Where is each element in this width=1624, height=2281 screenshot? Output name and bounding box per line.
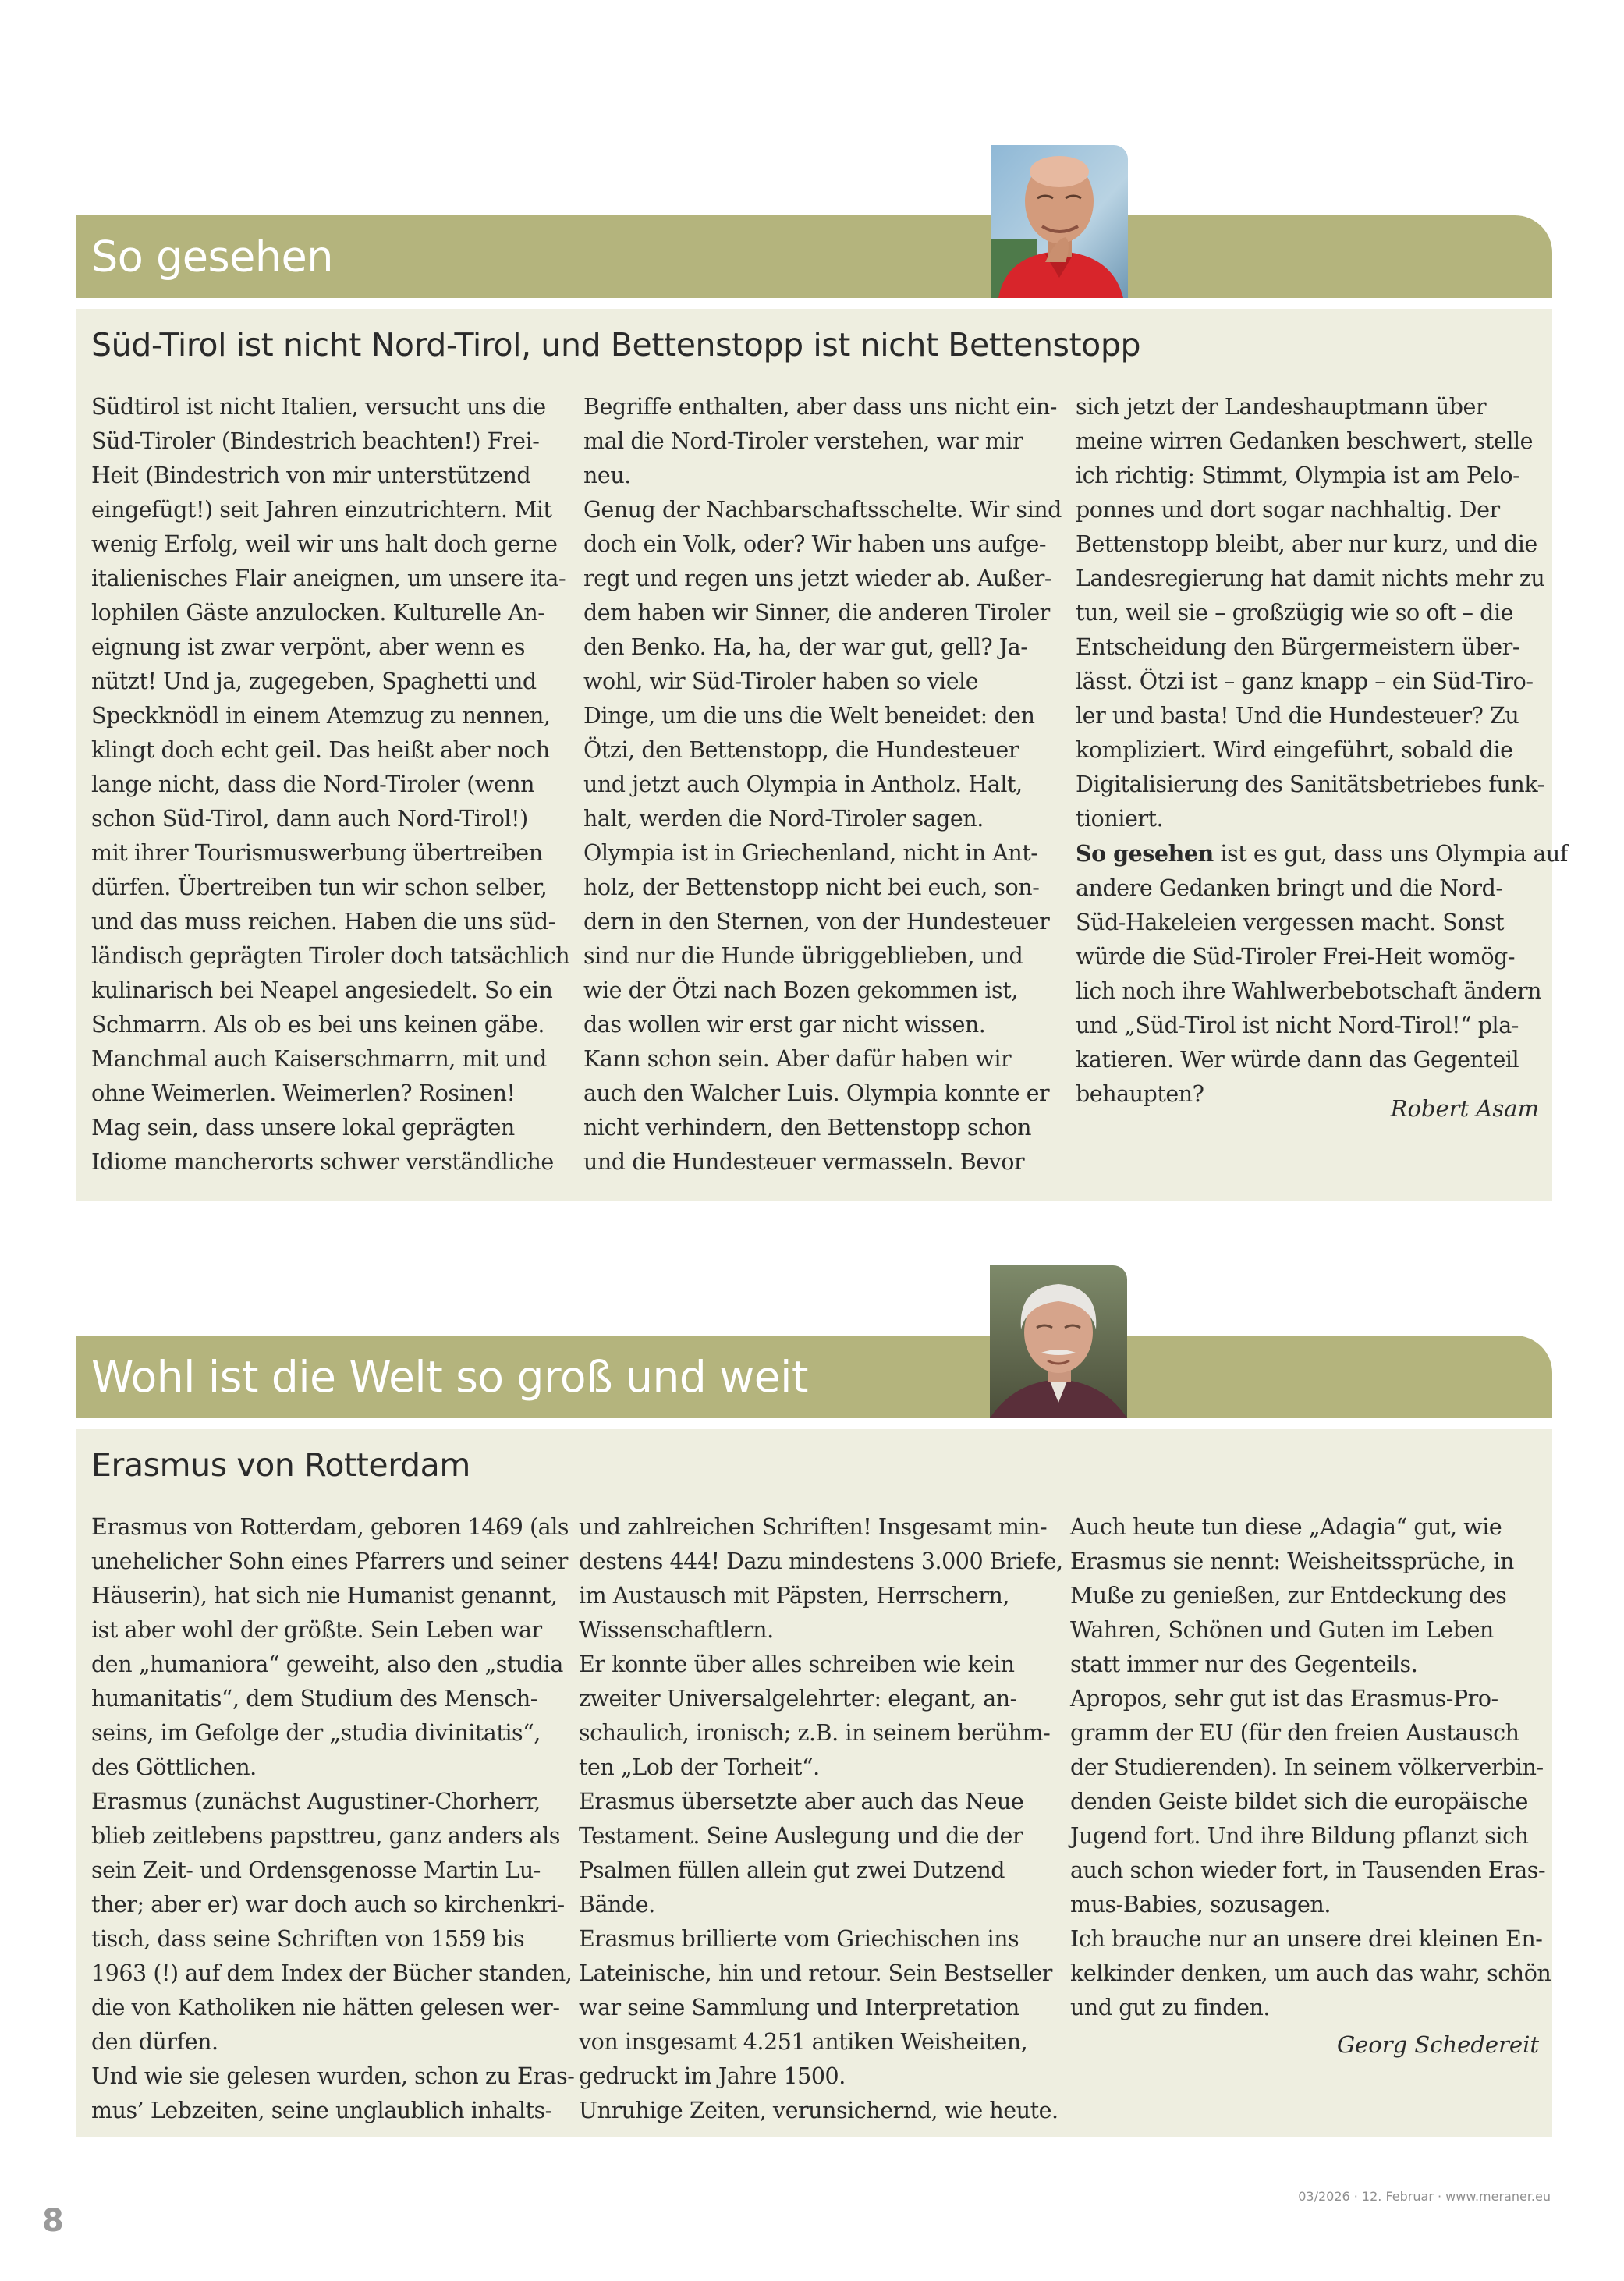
text-line: Testament. Seine Auslegung und die der: [579, 1823, 1023, 1849]
text-line: Erasmus brillierte vom Griechischen ins: [579, 1926, 1019, 1952]
text-line: Häuserin), hat sich nie Humanist genannt,: [91, 1583, 558, 1609]
text-line: auch den Walcher Luis. Olympia konnte er: [583, 1080, 1050, 1106]
author-signature: Georg Schedereit: [1336, 2031, 1539, 2058]
text-line: eingefügt!) seit Jahren einzutrichtern. Mit: [91, 497, 552, 523]
text-line: holz, der Bettenstopp nicht bei euch, son-: [583, 874, 1040, 900]
text-line: Lateinische, hin und retour. Sein Bestseller: [579, 1960, 1052, 1986]
text-line: neu.: [583, 463, 631, 488]
text-line: Südtirol ist nicht Italien, versucht uns die: [91, 394, 546, 420]
text-line: kompliziert. Wird eingeführt, sobald die: [1076, 737, 1513, 763]
text-line: lophilen Gäste anzulocken. Kulturelle An-: [91, 600, 545, 626]
text-line: sein Zeit- und Ordensgenosse Martin Lu-: [91, 1857, 541, 1883]
author-portrait-photo: [990, 1265, 1127, 1418]
text-line: und die Hundesteuer vermasseln. Bevor: [583, 1149, 1025, 1175]
text-line: lange nicht, dass die Nord-Tiroler (wenn: [91, 772, 535, 797]
text-line: Mag sein, dass unsere lokal geprägten: [91, 1115, 515, 1140]
article-headline: Süd-Tirol ist nicht Nord-Tirol, und Bettenstopp ist nicht Bettenstopp: [91, 326, 1141, 364]
text-line: 1963 (!) auf dem Index der Bücher standen,: [91, 1960, 573, 1986]
text-line: humanitatis“, dem Studium des Mensch-: [91, 1686, 537, 1712]
text-line: tisch, dass seine Schriften von 1559 bis: [91, 1926, 525, 1952]
section-banner: [76, 215, 1552, 298]
text-line: Bettenstopp bleibt, aber nur kurz, und die: [1076, 531, 1537, 557]
text-line: statt immer nur des Gegenteils.: [1070, 1651, 1418, 1677]
text-line: sind nur die Hunde übriggeblieben, und: [583, 943, 1023, 969]
text-line: Olympia ist in Griechenland, nicht in Ant-: [583, 840, 1038, 866]
text-line: eignung ist zwar verpönt, aber wenn es: [91, 634, 526, 660]
text-line: dern in den Sternen, von der Hundesteuer: [583, 909, 1050, 935]
text-line: und zahlreichen Schriften! Insgesamt min-: [579, 1514, 1048, 1540]
text-line: von insgesamt 4.251 antiken Weisheiten,: [579, 2029, 1028, 2055]
text-line: lässt. Ötzi ist – ganz knapp – ein Süd-Tiro-: [1076, 669, 1534, 694]
text-line: Psalmen füllen allein gut zwei Dutzend: [579, 1857, 1005, 1883]
text-line: destens 444! Dazu mindestens 3.000 Briefe,: [579, 1548, 1063, 1574]
text-line: katieren. Wer würde dann das Gegenteil: [1076, 1047, 1519, 1073]
text-line: das wollen wir erst gar nicht wissen.: [583, 1012, 986, 1038]
text-line: ler und basta! Und die Hundesteuer? Zu: [1076, 703, 1519, 729]
text-line: lich noch ihre Wahlwerbebotschaft ändern: [1076, 978, 1542, 1004]
author-signature: Robert Asam: [1390, 1095, 1539, 1122]
text-line: nützt! Und ja, zugegeben, Spaghetti und: [91, 669, 537, 694]
text-column-3: [1076, 390, 1568, 1112]
text-line: Idiome mancherorts schwer verständliche: [91, 1149, 554, 1175]
text-line: Unruhige Zeiten, verunsichernd, wie heute.: [579, 2098, 1058, 2123]
text-line: den dürfen.: [91, 2029, 218, 2055]
text-line: behaupten?: [1076, 1081, 1204, 1107]
text-line: ponnes und dort sogar nachhaltig. Der: [1076, 497, 1500, 523]
text-line: Er konnte über alles schreiben wie kein: [579, 1651, 1015, 1677]
author-portrait-photo: [991, 145, 1128, 298]
section-title: So gesehen: [91, 232, 334, 282]
text-line: und das muss reichen. Haben die uns süd-: [91, 909, 555, 935]
text-line: halt, werden die Nord-Tiroler sagen.: [583, 806, 984, 832]
text-line: mus-Babies, sozusagen.: [1070, 1892, 1331, 1917]
text-line: Ich brauche nur an unsere drei kleinen En-: [1070, 1926, 1543, 1952]
text-line: unehelicher Sohn eines Pfarrers und seiner: [91, 1548, 568, 1574]
text-line: Manchmal auch Kaiserschmarrn, mit und: [91, 1046, 547, 1072]
text-line: kulinarisch bei Neapel angesiedelt. So ein: [91, 977, 553, 1003]
text-line: Digitalisierung des Sanitätsbetriebes funk-: [1076, 772, 1544, 797]
text-line: Erasmus übersetzte aber auch das Neue: [579, 1789, 1024, 1815]
section-title: Wohl ist die Welt so groß und weit: [91, 1352, 808, 1402]
text-line: ich richtig: Stimmt, Olympia ist am Pelo-: [1076, 463, 1520, 488]
article-headline: Erasmus von Rotterdam: [91, 1446, 470, 1484]
text-line: ther; aber er) war doch auch so kirchenkri-: [91, 1892, 565, 1917]
text-line: Begriffe enthalten, aber dass uns nicht ein-: [583, 394, 1057, 420]
text-line: Speckknödl in einem Atemzug zu nennen,: [91, 703, 551, 729]
text-line: würde die Süd-Tiroler Frei-Heit womög-: [1076, 944, 1516, 970]
text-column-1: [91, 390, 570, 1180]
text-line: schon Süd-Tirol, dann auch Nord-Tirol!): [91, 806, 528, 832]
text-line: doch ein Volk, oder? Wir haben uns aufge-: [583, 531, 1047, 557]
text-line: die von Katholiken nie hätten gelesen wer-: [91, 1995, 560, 2020]
text-line: Erasmus (zunächst Augustiner-Chorherr,: [91, 1789, 541, 1815]
issue-info: 03/2026 · 12. Februar · www.meraner.eu: [1298, 2189, 1551, 2204]
text-line: zweiter Universalgelehrter: elegant, an-: [579, 1686, 1017, 1712]
text-line: tioniert.: [1076, 806, 1164, 832]
text-line: blieb zeitlebens papsttreu, ganz anders als: [91, 1823, 561, 1849]
text-line: und jetzt auch Olympia in Antholz. Halt,: [583, 772, 1023, 797]
text-line: mit ihrer Tourismuswerbung übertreiben: [91, 840, 543, 866]
text-line: gedruckt im Jahre 1500.: [579, 2063, 846, 2089]
text-column-1: [91, 1510, 575, 2128]
text-line: Jugend fort. Und ihre Bildung pflanzt sich: [1070, 1823, 1529, 1849]
text-line: Dinge, um die uns die Welt beneidet: den: [583, 703, 1035, 729]
text-column-3: [1070, 1510, 1551, 2025]
text-line: ist aber wohl der größte. Sein Leben war: [91, 1617, 542, 1643]
text-line: Landesregierung hat damit nichts mehr zu: [1076, 566, 1545, 591]
text-line: ländisch geprägten Tiroler doch tatsächlich: [91, 943, 570, 969]
text-line: Süd-Tiroler (Bindestrich beachten!) Frei-: [91, 428, 540, 454]
text-line: Genug der Nachbarschaftsschelte. Wir sind: [583, 497, 1062, 523]
text-line: Bände.: [579, 1892, 655, 1917]
page-number: 8: [42, 2203, 64, 2239]
text-line: Süd-Hakeleien vergessen macht. Sonst: [1076, 910, 1505, 935]
text-line: der Studierenden). In seinem völkerverbin-: [1070, 1754, 1544, 1780]
text-line: den „humaniora“ geweiht, also den „studia: [91, 1651, 563, 1677]
text-line: Erasmus von Rotterdam, geboren 1469 (als: [91, 1514, 569, 1540]
text-line: regt und regen uns jetzt wieder ab. Außer-: [583, 566, 1052, 591]
text-line: Ötzi, den Bettenstopp, die Hundesteuer: [583, 737, 1019, 763]
text-line: Schmarrn. Als ob es bei uns keinen gäbe.: [91, 1012, 544, 1038]
text-line: Heit (Bindestrich von mir unterstützend: [91, 463, 531, 488]
bold-lead-text: So gesehen: [1076, 840, 1214, 867]
text-line: schaulich, ironisch; z.B. in seinem berühm-: [579, 1720, 1051, 1746]
text-line: dürfen. Übertreiben tun wir schon selber,: [91, 874, 548, 900]
text-line: Erasmus sie nennt: Weisheitssprüche, in: [1070, 1548, 1514, 1574]
text-line: und gut zu finden.: [1070, 1995, 1270, 2020]
text-line: italienisches Flair aneignen, um unsere ita-: [91, 566, 566, 591]
text-line: Und wie sie gelesen wurden, schon zu Eras-: [91, 2063, 575, 2089]
text-line: Wahren, Schönen und Guten im Leben: [1070, 1617, 1494, 1643]
text-line: meine wirren Gedanken beschwert, stelle: [1076, 428, 1534, 454]
text-line: kelkinder denken, um auch das wahr, schön: [1070, 1960, 1551, 1986]
text-line: gramm der EU (für den freien Austausch: [1070, 1720, 1519, 1746]
text-line: im Austausch mit Päpsten, Herrschern,: [579, 1583, 1009, 1609]
text-line: andere Gedanken bringt und die Nord-: [1076, 875, 1503, 901]
text-line: Apropos, sehr gut ist das Erasmus-Pro-: [1070, 1686, 1498, 1712]
text-line: dem haben wir Sinner, die anderen Tiroler: [583, 600, 1050, 626]
text-line: Entscheidung den Bürgermeistern über-: [1076, 634, 1520, 660]
text-line-with-bold-lead: [1076, 836, 1568, 871]
text-line: Auch heute tun diese „Adagia“ gut, wie: [1070, 1514, 1502, 1540]
text-line: ten „Lob der Torheit“.: [579, 1754, 820, 1780]
section-banner: [76, 1336, 1552, 1418]
text-line: auch schon wieder fort, in Tausenden Eras-: [1070, 1857, 1546, 1883]
text-line: wohl, wir Süd-Tiroler haben so viele: [583, 669, 979, 694]
text-line: seins, im Gefolge der „studia divinitatis“,: [91, 1720, 541, 1746]
text-line: wie der Ötzi nach Bozen gekommen ist,: [583, 977, 1018, 1003]
text-line: und „Süd-Tirol ist nicht Nord-Tirol!“ pla-: [1076, 1013, 1519, 1038]
text-line: war seine Sammlung und Interpretation: [579, 1995, 1019, 2020]
text-line-continuation: ist es gut, dass uns Olympia auf: [1213, 841, 1568, 867]
text-line: nicht verhindern, den Bettenstopp schon: [583, 1115, 1032, 1140]
article-body-box: [76, 309, 1568, 1201]
text-line: tun, weil sie – großzügig wie so oft – die: [1076, 600, 1514, 626]
text-line: mus’ Lebzeiten, seine unglaublich inhalts-: [91, 2098, 552, 2123]
text-line: mal die Nord-Tiroler verstehen, war mir: [583, 428, 1023, 454]
text-line: sich jetzt der Landeshauptmann über: [1076, 394, 1487, 420]
text-line: den Benko. Ha, ha, der war gut, gell? Ja-: [583, 634, 1028, 660]
text-line: klingt doch echt geil. Das heißt aber noch: [91, 737, 550, 763]
text-line: des Göttlichen.: [91, 1754, 257, 1780]
text-line: Wissenschaftlern.: [579, 1617, 774, 1643]
text-line: Muße zu genießen, zur Entdeckung des: [1070, 1583, 1507, 1609]
text-column-2: [583, 390, 1062, 1180]
text-line: ohne Weimerlen. Weimerlen? Rosinen!: [91, 1080, 516, 1106]
article-body-box: [76, 1429, 1552, 2137]
text-line: Kann schon sein. Aber dafür haben wir: [583, 1046, 1012, 1072]
text-line: wenig Erfolg, weil wir uns halt doch gerne: [91, 531, 558, 557]
text-line: denden Geiste bildet sich die europäische: [1070, 1789, 1528, 1815]
text-column-2: [579, 1510, 1063, 2128]
